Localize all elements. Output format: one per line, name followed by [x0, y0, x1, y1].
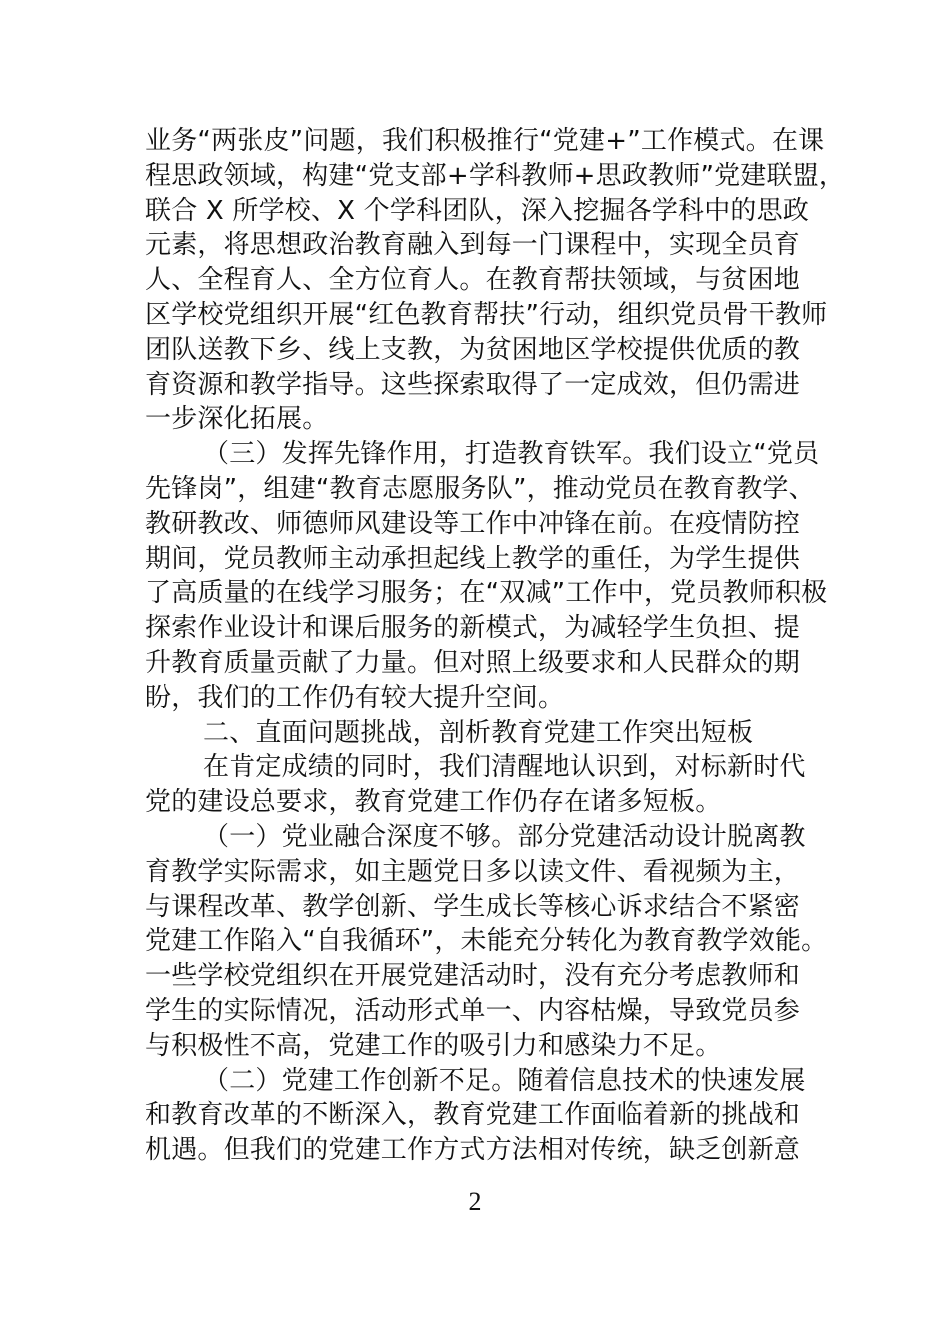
paragraph-start-line: （三）发挥先锋作用，打造教育铁军。我们设立“党员 [203, 439, 820, 470]
section-heading: 二、直面问题挑战，剖析教育党建工作突出短板 [203, 717, 754, 748]
text-line: 育资源和教学指导。这些探索取得了一定成效，但仍需进 [145, 369, 801, 400]
text-line: 与课程改革、教学创新、学生成长等核心诉求结合不紧密 [145, 891, 801, 922]
text-line: 一些学校党组织在开展党建活动时，没有充分考虑教师和 [145, 961, 801, 992]
page-number: 2 [468, 1187, 482, 1216]
text-line: 党的建设总要求，教育党建工作仍存在诸多短板。 [145, 787, 722, 818]
text-line: 与积极性不高，党建工作的吸引力和感染力不足。 [145, 1030, 722, 1061]
text-line: 先锋岗”，组建“教育志愿服务队”，推动党员在教育教学、 [145, 473, 815, 504]
paragraph-start-line: （二）党建工作创新不足。随着信息技术的快速发展 [203, 1065, 806, 1096]
text-line: 教研教改、师德师风建设等工作中冲锋在前。在疫情防控 [145, 508, 801, 539]
text-line: 盼，我们的工作仍有较大提升空间。 [145, 682, 565, 713]
text-line: 一步深化拓展。 [145, 404, 329, 435]
text-line: 机遇。但我们的党建工作方式方法相对传统，缺乏创新意 [145, 1135, 801, 1166]
text-line: 业务“两张皮”问题，我们积极推行“党建+”工作模式。在课 [145, 126, 825, 156]
text-line: 党建工作陷入“自我循环”，未能充分转化为教育教学效能。 [145, 926, 828, 957]
document-body [145, 124, 846, 1168]
text-line: 程思政领域，构建“党支部+学科教师+思政教师”党建联盟， [145, 160, 846, 191]
text-line: 区学校党组织开展“红色教育帮扶”行动，组织党员骨干教师 [145, 299, 828, 330]
text-line: 期间，党员教师主动承担起线上教学的重任，为学生提供 [145, 543, 801, 574]
text-line: 元素，将思想政治教育融入到每一门课程中，实现全员育 [145, 230, 801, 261]
text-line: 和教育改革的不断深入，教育党建工作面临着新的挑战和 [145, 1100, 801, 1131]
text-line: 学生的实际情况，活动形式单一、内容枯燥，导致党员参 [145, 995, 801, 1026]
text-line: 升教育质量贡献了力量。但对照上级要求和人民群众的期 [145, 647, 801, 678]
text-line: 团队送教下乡、线上支教，为贫困地区学校提供优质的教 [145, 334, 801, 365]
text-line: 了高质量的在线学习服务；在“双减”工作中，党员教师积极 [145, 578, 828, 609]
paragraph-start-line: （一）党业融合深度不够。部分党建活动设计脱离教 [203, 821, 806, 852]
text-line: 联合 X 所学校、X 个学科团队，深入挖掘各学科中的思政 [145, 195, 810, 226]
text-line: 人、全程育人、全方位育人。在教育帮扶领域，与贫困地 [145, 265, 801, 296]
text-line: 育教学实际需求，如主题党日多以读文件、看视频为主， [145, 856, 801, 887]
text-line: 探索作业设计和课后服务的新模式，为减轻学生负担、提 [145, 613, 801, 644]
paragraph-start-line: 在肯定成绩的同时，我们清醒地认识到，对标新时代 [203, 752, 806, 783]
